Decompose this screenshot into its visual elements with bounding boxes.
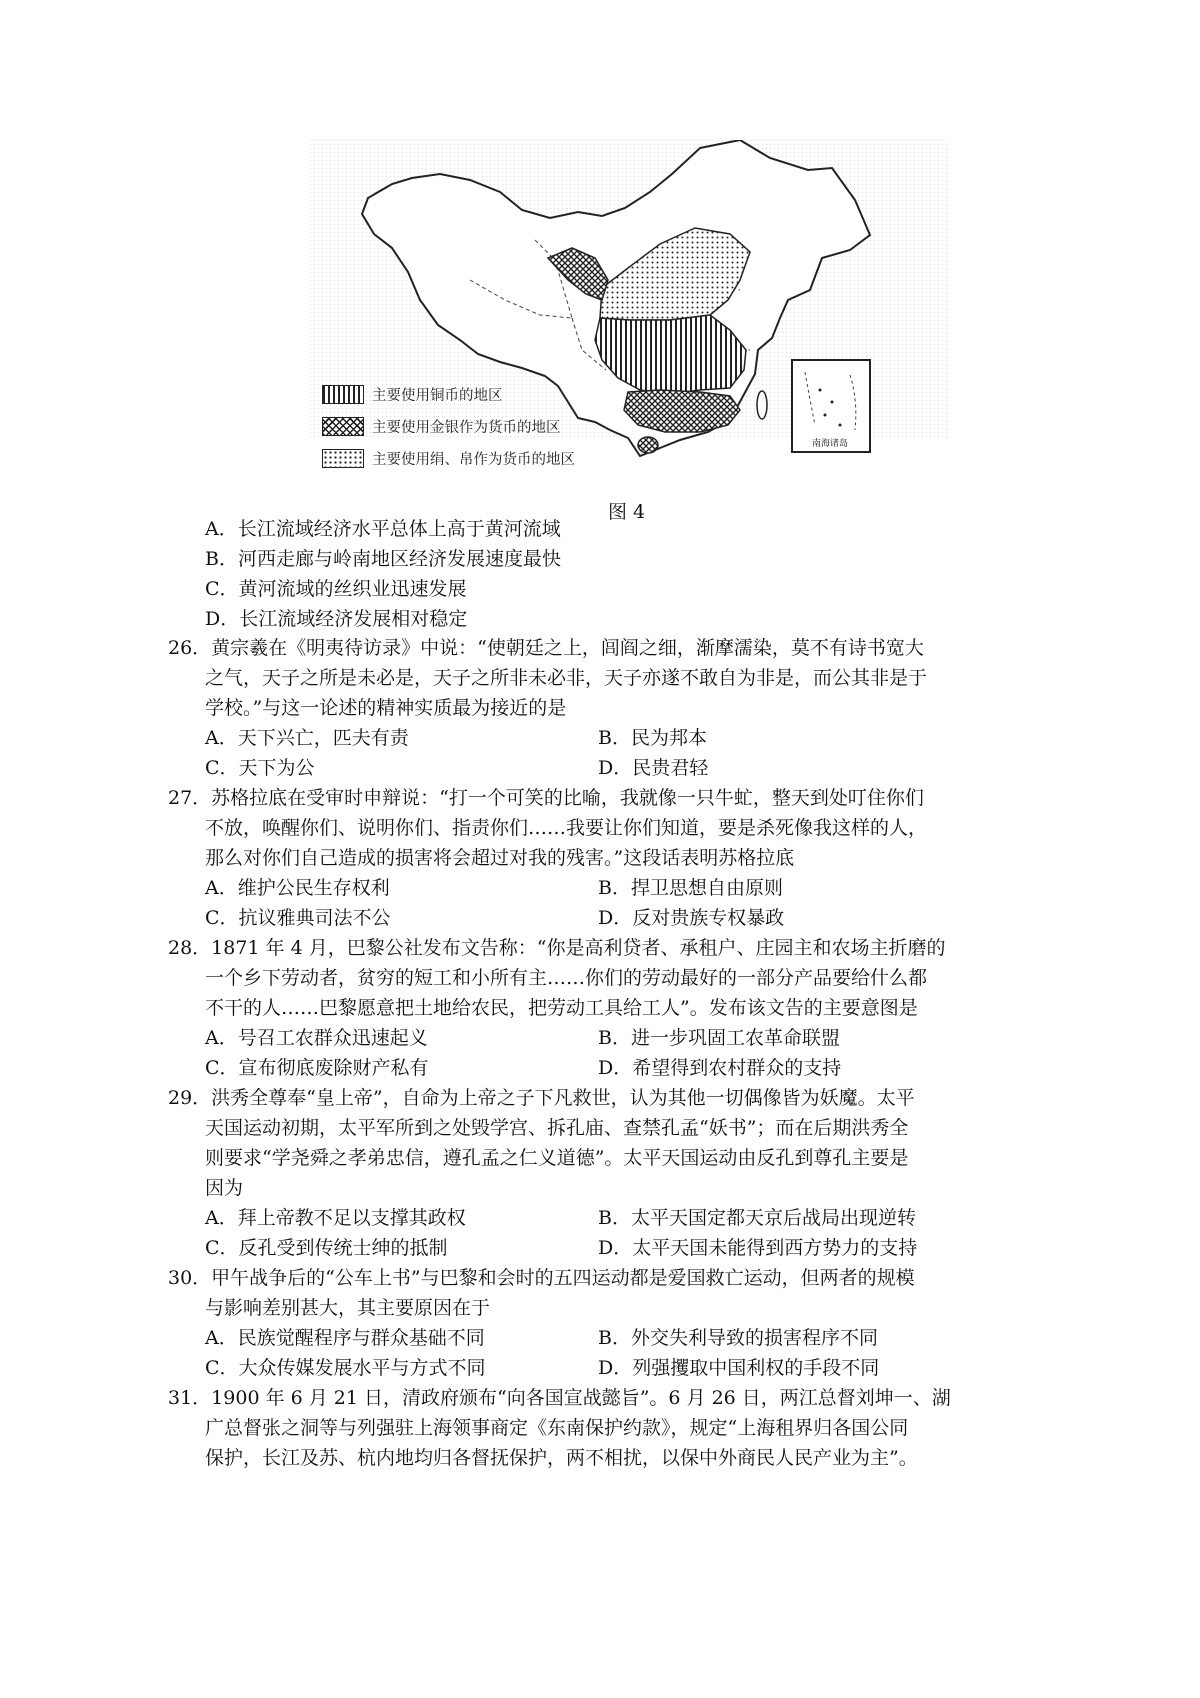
q28-option-d: D．希望得到农村群众的支持 bbox=[598, 1057, 842, 1079]
q25-option-d: D．长江流域经济发展相对稳定 bbox=[205, 608, 468, 630]
taiwan-island bbox=[757, 391, 767, 419]
q25-option-a: A．长江流域经济水平总体上高于黄河流域 bbox=[205, 518, 561, 540]
q29-option-a: A．拜上帝教不足以支撑其政权 bbox=[205, 1207, 466, 1229]
q29-option-c: C．反孔受到传统士绅的抵制 bbox=[205, 1237, 448, 1259]
q26-stem-line1: 26．黄宗羲在《明夷待访录》中说：“使朝廷之上，闾阎之细，渐摩濡染，莫不有诗书宽大 bbox=[168, 637, 924, 659]
crosshatch-swatch-icon bbox=[322, 417, 364, 436]
q27-stem-line2: 不放，唤醒你们、说明你们、指责你们……我要让你们知道，要是杀死像我这样的人， bbox=[205, 817, 928, 839]
q26-stem-line2: 之气，天子之所是未必是，天子之所非未必非，天子亦遂不敢自为非是，而公其非是于 bbox=[205, 667, 928, 689]
q27-option-d: D．反对贵族专权暴政 bbox=[598, 907, 785, 929]
legend-row-silk: 主要使用绢、帛作为货币的地区 bbox=[322, 442, 642, 474]
q26-option-a: A．天下兴亡，匹夫有责 bbox=[205, 727, 409, 749]
q29-stem-line3: 则要求“学尧舜之孝弟忠信，遵孔孟之仁义道德”。太平天国运动由反孔到尊孔主要是 bbox=[205, 1147, 909, 1169]
q27-option-b: B．捍卫思想自由原则 bbox=[598, 877, 783, 899]
legend-row-gold: 主要使用金银作为货币的地区 bbox=[322, 410, 642, 442]
vertical-stripe-swatch-icon bbox=[322, 385, 364, 404]
q26-option-b: B．民为邦本 bbox=[598, 727, 707, 749]
q26-option-d: D．民贵君轻 bbox=[598, 757, 709, 779]
q26-option-c: C．天下为公 bbox=[205, 757, 315, 779]
q30-option-b: B．外交失利导致的损害程序不同 bbox=[598, 1327, 878, 1349]
inset-label: 南海诸岛 bbox=[811, 439, 849, 449]
q30-option-a: A．民族觉醒程序与群众基础不同 bbox=[205, 1327, 485, 1349]
q28-stem-line3: 不干的人……巴黎愿意把土地给农民，把劳动工具给工人”。发布该文告的主要意图是 bbox=[205, 997, 918, 1019]
dotted-swatch-icon bbox=[322, 449, 364, 468]
q31-stem-line3: 保护，长江及苏、杭内地均归各督抚保护，两不相扰，以保中外商民人民产业为主”。 bbox=[205, 1447, 918, 1469]
q28-stem-line1: 28．1871 年 4 月，巴黎公社发布文告称：“你是高利贷者、承租户、庄园主和农场主折磨的 bbox=[168, 937, 946, 959]
q28-option-c: C．宣布彻底废除财产私有 bbox=[205, 1057, 429, 1079]
q31-stem-line2: 广总督张之洞等与列强驻上海领事商定《东南保护约款》，规定“上海租界归各国公同 bbox=[205, 1417, 909, 1439]
figure-caption: 图 4 bbox=[608, 501, 646, 523]
q29-option-b: B．太平天国定都天京后战局出现逆转 bbox=[598, 1207, 916, 1229]
q28-option-a: A．号召工农群众迅速起义 bbox=[205, 1027, 428, 1049]
q28-stem-line2: 一个乡下劳动者，贫穷的短工和小所有主……你们的劳动最好的一部分产品要给什么都 bbox=[205, 967, 928, 989]
q25-option-b: B．河西走廊与岭南地区经济发展速度最快 bbox=[205, 548, 561, 570]
q30-option-d: D．列强攫取中国利权的手段不同 bbox=[598, 1357, 880, 1379]
q27-stem-line3: 那么对你们自己造成的损害将会超过对我的残害。”这段话表明苏格拉底 bbox=[205, 847, 795, 869]
q31-stem-line1: 31．1900 年 6 月 21 日，清政府颁布“向各国宣战懿旨”。6 月 26 日，两江总督刘坤一、湖 bbox=[168, 1387, 951, 1409]
q29-stem-line1: 29．洪秀全尊奉“皇上帝”，自命为上帝之子下凡救世，认为其他一切偶像皆为妖魔。太平 bbox=[168, 1087, 915, 1109]
q29-stem-line4: 因为 bbox=[205, 1177, 244, 1199]
q27-stem-line1: 27．苏格拉底在受审时申辩说：“打一个可笑的比喻，我就像一只牛虻，整天到处叮住你们 bbox=[168, 787, 924, 809]
q29-option-d: D．太平天国未能得到西方势力的支持 bbox=[598, 1237, 918, 1259]
q25-option-c: C．黄河流域的丝织业迅速发展 bbox=[205, 578, 467, 600]
q27-option-c: C．抗议雅典司法不公 bbox=[205, 907, 391, 929]
map-legend bbox=[322, 378, 642, 474]
q27-option-a: A．维护公民生存权利 bbox=[205, 877, 390, 899]
q29-stem-line2: 天国运动初期，太平军所到之处毁学宫、拆孔庙、查禁孔孟“妖书”；而在后期洪秀全 bbox=[205, 1117, 909, 1139]
q30-stem-line1: 30．甲午战争后的“公车上书”与巴黎和会时的五四运动都是爱国救亡运动，但两者的规模 bbox=[168, 1267, 915, 1289]
q30-option-c: C．大众传媒发展水平与方式不同 bbox=[205, 1357, 486, 1379]
q30-stem-line2: 与影响差别甚大，其主要原因在于 bbox=[205, 1297, 491, 1319]
q28-option-b: B．进一步巩固工农革命联盟 bbox=[598, 1027, 840, 1049]
currency-map-figure bbox=[310, 140, 950, 492]
legend-row-copper: 主要使用铜币的地区 bbox=[322, 378, 642, 410]
q26-stem-line3: 学校。”与这一论述的精神实质最为接近的是 bbox=[205, 697, 567, 719]
